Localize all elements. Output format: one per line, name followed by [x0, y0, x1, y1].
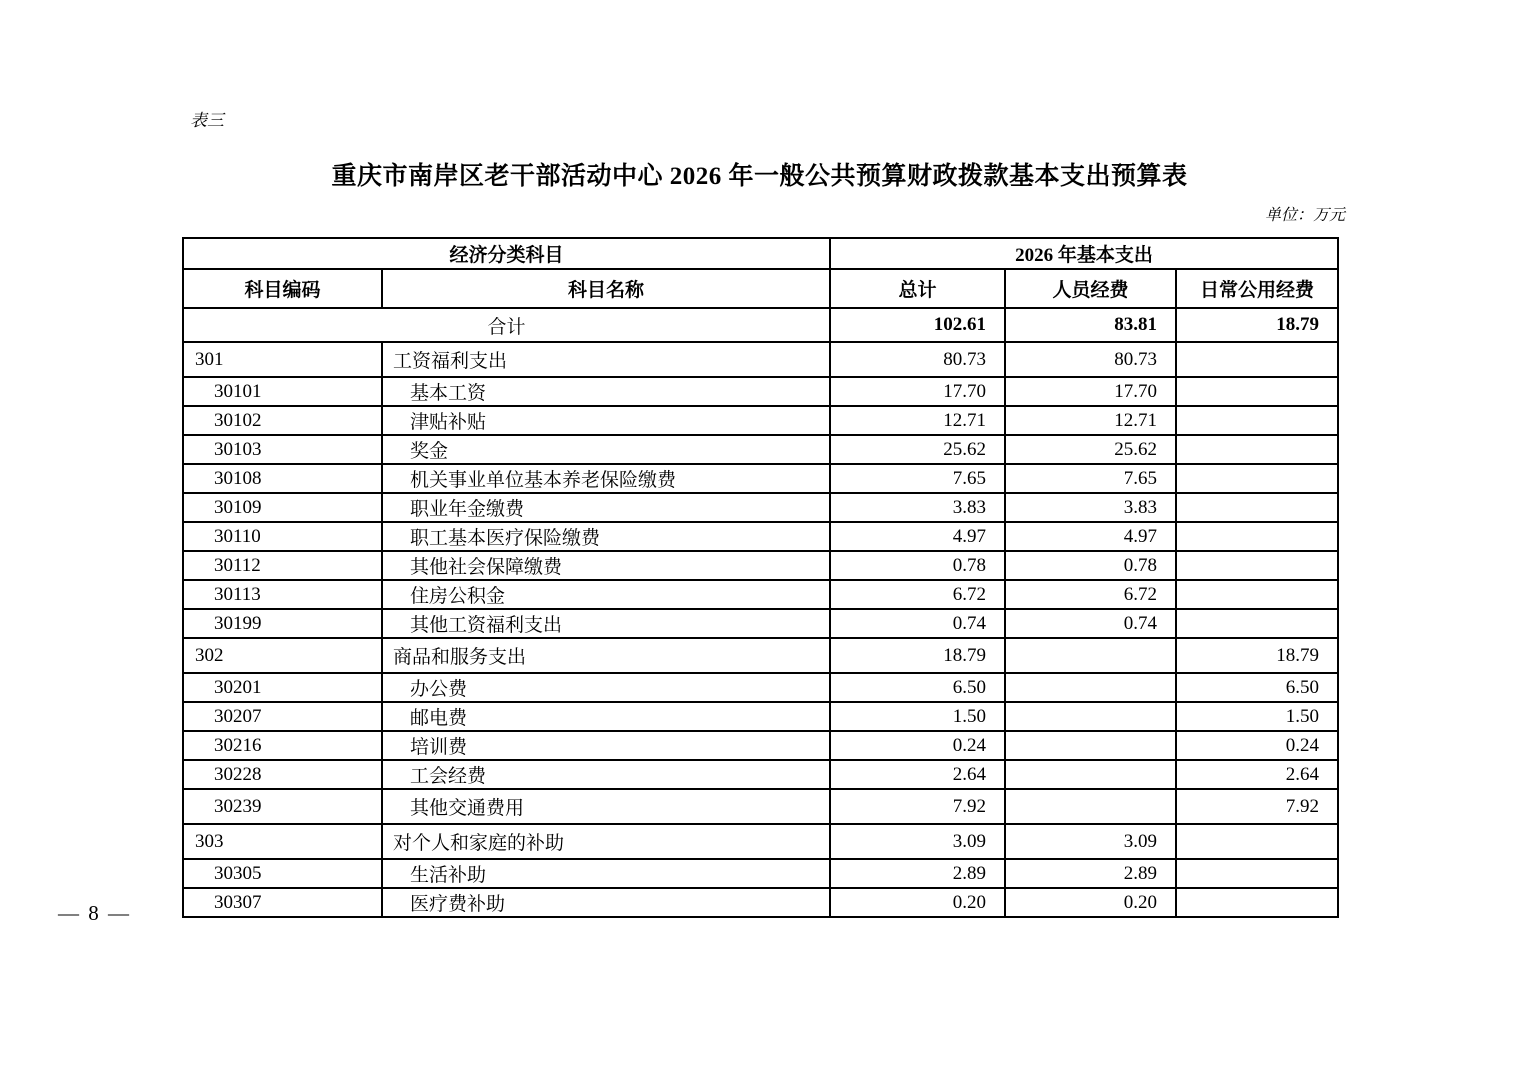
grand-total-label: 合计 [183, 308, 830, 342]
personnel-expense-cell [1005, 760, 1176, 789]
public-expense-cell [1176, 888, 1338, 917]
personnel-expense-cell: 6.72 [1005, 580, 1176, 609]
personnel-expense-cell: 0.78 [1005, 551, 1176, 580]
subject-code-cell: 302 [183, 638, 382, 673]
table-row [183, 377, 1338, 406]
table-row [183, 580, 1338, 609]
subject-code-cell: 30305 [183, 859, 382, 888]
grand-total-total: 102.61 [830, 308, 1005, 342]
table-row [183, 406, 1338, 435]
personnel-expense-cell: 12.71 [1005, 406, 1176, 435]
total-cell: 6.50 [830, 673, 1005, 702]
personnel-expense-cell: 80.73 [1005, 342, 1176, 377]
subject-name-cell: 工会经费 [382, 760, 830, 789]
total-cell: 6.72 [830, 580, 1005, 609]
table-row [183, 789, 1338, 824]
table-row [183, 638, 1338, 673]
subject-name-cell: 邮电费 [382, 702, 830, 731]
public-expense-cell [1176, 859, 1338, 888]
subject-name-cell: 基本工资 [382, 377, 830, 406]
unit-label: 单位：万元 [1264, 205, 1345, 224]
header-year-group: 2026 年基本支出 [830, 238, 1338, 269]
total-cell: 17.70 [830, 377, 1005, 406]
subject-name-cell: 其他工资福利支出 [382, 609, 830, 638]
table-row [183, 342, 1338, 377]
personnel-expense-cell: 0.74 [1005, 609, 1176, 638]
total-cell: 3.09 [830, 824, 1005, 859]
public-expense-cell [1176, 342, 1338, 377]
personnel-expense-cell: 17.70 [1005, 377, 1176, 406]
subject-code-cell: 30113 [183, 580, 382, 609]
subject-code-cell: 30103 [183, 435, 382, 464]
table-row [183, 824, 1338, 859]
budget-table-body [183, 342, 1338, 917]
table-number-label: 表三 [190, 111, 224, 131]
total-cell: 0.20 [830, 888, 1005, 917]
public-expense-cell [1176, 464, 1338, 493]
public-expense-cell [1176, 522, 1338, 551]
personnel-expense-cell: 4.97 [1005, 522, 1176, 551]
public-expense-cell: 6.50 [1176, 673, 1338, 702]
personnel-expense-cell [1005, 638, 1176, 673]
public-expense-cell: 18.79 [1176, 638, 1338, 673]
grand-total-personnel: 83.81 [1005, 308, 1176, 342]
subject-name-cell: 商品和服务支出 [382, 638, 830, 673]
subject-code-cell: 301 [183, 342, 382, 377]
subject-name-cell: 其他社会保障缴费 [382, 551, 830, 580]
subject-code-cell: 303 [183, 824, 382, 859]
header-classification-group: 经济分类科目 [183, 238, 830, 269]
subject-code-cell: 30307 [183, 888, 382, 917]
personnel-expense-cell: 3.09 [1005, 824, 1176, 859]
public-expense-cell: 7.92 [1176, 789, 1338, 824]
public-expense-cell [1176, 551, 1338, 580]
total-cell: 1.50 [830, 702, 1005, 731]
public-expense-cell [1176, 406, 1338, 435]
subject-name-cell: 职业年金缴费 [382, 493, 830, 522]
subject-code-cell: 30207 [183, 702, 382, 731]
public-expense-cell [1176, 609, 1338, 638]
total-cell: 0.78 [830, 551, 1005, 580]
subject-code-cell: 30102 [183, 406, 382, 435]
table-row [183, 731, 1338, 760]
budget-table [182, 237, 1339, 918]
subject-code-cell: 30110 [183, 522, 382, 551]
subject-code-cell: 30112 [183, 551, 382, 580]
public-expense-cell [1176, 580, 1338, 609]
total-cell: 7.65 [830, 464, 1005, 493]
subject-code-cell: 30199 [183, 609, 382, 638]
subject-name-cell: 住房公积金 [382, 580, 830, 609]
personnel-expense-cell: 7.65 [1005, 464, 1176, 493]
total-cell: 18.79 [830, 638, 1005, 673]
public-expense-cell [1176, 824, 1338, 859]
subject-name-cell: 津贴补贴 [382, 406, 830, 435]
subject-code-cell: 30216 [183, 731, 382, 760]
grand-total-public: 18.79 [1176, 308, 1338, 342]
subject-name-cell: 对个人和家庭的补助 [382, 824, 830, 859]
public-expense-cell [1176, 435, 1338, 464]
personnel-expense-cell [1005, 702, 1176, 731]
table-row [183, 609, 1338, 638]
header-personnel-expense: 人员经费 [1005, 269, 1176, 308]
total-cell: 4.97 [830, 522, 1005, 551]
personnel-expense-cell: 0.20 [1005, 888, 1176, 917]
table-header-group-row [183, 238, 1338, 269]
total-cell: 0.74 [830, 609, 1005, 638]
personnel-expense-cell [1005, 789, 1176, 824]
table-row [183, 888, 1338, 917]
subject-code-cell: 30108 [183, 464, 382, 493]
page-number: — 8 — [58, 901, 131, 925]
public-expense-cell [1176, 493, 1338, 522]
subject-code-cell: 30239 [183, 789, 382, 824]
subject-code-cell: 30101 [183, 377, 382, 406]
subject-name-cell: 生活补助 [382, 859, 830, 888]
table-row [183, 522, 1338, 551]
total-cell: 7.92 [830, 789, 1005, 824]
total-cell: 12.71 [830, 406, 1005, 435]
table-row [183, 760, 1338, 789]
public-expense-cell: 1.50 [1176, 702, 1338, 731]
total-cell: 80.73 [830, 342, 1005, 377]
total-cell: 2.64 [830, 760, 1005, 789]
personnel-expense-cell [1005, 673, 1176, 702]
header-public-expense: 日常公用经费 [1176, 269, 1338, 308]
subject-name-cell: 办公费 [382, 673, 830, 702]
subject-name-cell: 培训费 [382, 731, 830, 760]
subject-name-cell: 职工基本医疗保险缴费 [382, 522, 830, 551]
subject-code-cell: 30228 [183, 760, 382, 789]
table-row [183, 464, 1338, 493]
personnel-expense-cell: 2.89 [1005, 859, 1176, 888]
table-row [183, 493, 1338, 522]
total-cell: 0.24 [830, 731, 1005, 760]
table-row [183, 435, 1338, 464]
public-expense-cell [1176, 377, 1338, 406]
subject-name-cell: 机关事业单位基本养老保险缴费 [382, 464, 830, 493]
public-expense-cell: 0.24 [1176, 731, 1338, 760]
personnel-expense-cell: 3.83 [1005, 493, 1176, 522]
personnel-expense-cell: 25.62 [1005, 435, 1176, 464]
table-row [183, 702, 1338, 731]
header-subject-code: 科目编码 [183, 269, 382, 308]
subject-name-cell: 奖金 [382, 435, 830, 464]
subject-name-cell: 其他交通费用 [382, 789, 830, 824]
table-header-row [183, 269, 1338, 308]
table-row [183, 859, 1338, 888]
subject-code-cell: 30201 [183, 673, 382, 702]
public-expense-cell: 2.64 [1176, 760, 1338, 789]
total-cell: 3.83 [830, 493, 1005, 522]
total-cell: 2.89 [830, 859, 1005, 888]
personnel-expense-cell [1005, 731, 1176, 760]
grand-total-row [183, 308, 1338, 342]
total-cell: 25.62 [830, 435, 1005, 464]
table-row [183, 673, 1338, 702]
subject-name-cell: 医疗费补助 [382, 888, 830, 917]
subject-code-cell: 30109 [183, 493, 382, 522]
subject-name-cell: 工资福利支出 [382, 342, 830, 377]
header-total: 总计 [830, 269, 1005, 308]
header-subject-name: 科目名称 [382, 269, 830, 308]
document-title: 重庆市南岸区老干部活动中心 2026 年一般公共预算财政拨款基本支出预算表 [331, 163, 1188, 190]
table-row [183, 551, 1338, 580]
